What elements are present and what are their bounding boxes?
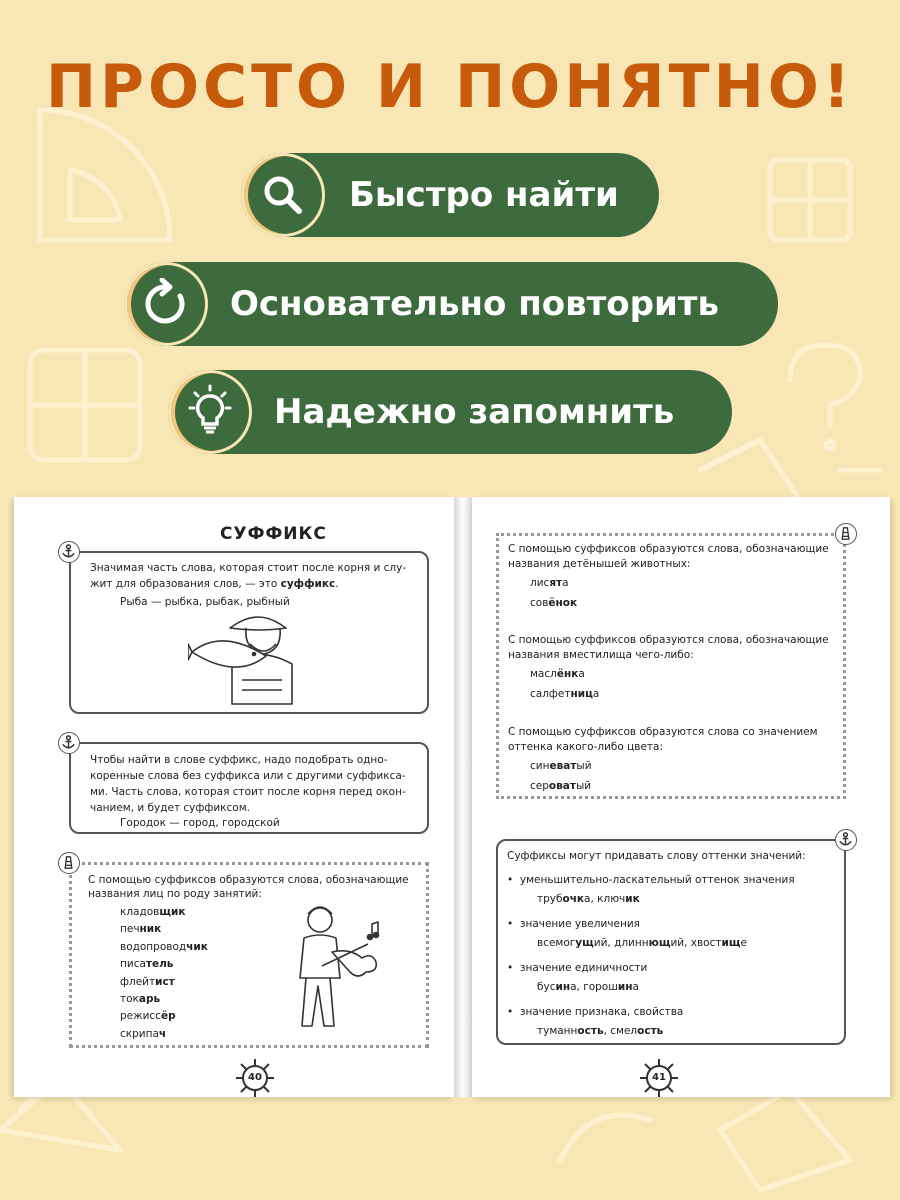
pill-label: Быстро найти bbox=[349, 175, 619, 215]
suffix-highlight: ость bbox=[577, 1025, 604, 1037]
word-row bbox=[120, 921, 161, 938]
word: лисята bbox=[530, 577, 569, 589]
word: , хвостище bbox=[684, 937, 747, 949]
how-to-find-line-2: коренные слова без суффикса или с другими суффикса- bbox=[90, 770, 406, 782]
refresh-icon bbox=[124, 262, 208, 346]
colors-line-1: С помощью суффиксов образуются слова со значением bbox=[508, 726, 818, 738]
suffix-highlight: ник bbox=[139, 923, 162, 936]
definition-example: Рыба — рыбка, рыбак, рыбный bbox=[120, 596, 290, 608]
pill-remember bbox=[168, 370, 732, 454]
example-row bbox=[537, 891, 640, 908]
example-row bbox=[537, 979, 639, 996]
word-row bbox=[530, 575, 569, 592]
page-title: СУФФИКС bbox=[220, 524, 327, 544]
word: кладовщик bbox=[120, 906, 186, 918]
suffix-highlight: ёр bbox=[160, 1010, 176, 1023]
word: водопроводчик bbox=[120, 940, 208, 953]
anchor-icon bbox=[835, 829, 857, 851]
suffix-highlight: ёнк bbox=[556, 668, 579, 680]
bullet-diminutive: • уменьшительно-ласкательный оттенок значения bbox=[507, 874, 795, 886]
word: режиссёр bbox=[120, 1010, 176, 1023]
how-to-find-line-3: ми. Часть слова, которая стоит после корня перед окон- bbox=[90, 786, 406, 798]
page-number-left: 40 bbox=[242, 1065, 268, 1091]
suffix-highlight: ищ bbox=[721, 937, 741, 949]
suffix-highlight: тель bbox=[145, 958, 174, 971]
anchor-icon bbox=[58, 732, 80, 754]
suffix-highlight: арь bbox=[138, 993, 161, 1005]
fisherman-illustration bbox=[188, 610, 300, 706]
lighthouse-icon bbox=[835, 523, 857, 545]
word: токарь bbox=[120, 993, 161, 1005]
suffix-highlight: ющ bbox=[648, 937, 671, 949]
anchor-icon bbox=[58, 541, 80, 563]
word: туманность bbox=[537, 1025, 604, 1037]
animals-line-2: названия детёнышей животных: bbox=[508, 558, 691, 570]
how-to-find-example: Городок — город, городской bbox=[120, 817, 280, 829]
word: скрипач bbox=[120, 1027, 167, 1040]
suffix-highlight: ин bbox=[617, 981, 633, 993]
colors-line-2: оттенка какого-либо цвета: bbox=[508, 741, 664, 753]
pill-repeat bbox=[124, 262, 778, 346]
definition-line-1: Значимая часть слова, которая стоит после корня и слу- bbox=[90, 562, 407, 574]
word: синеватый bbox=[530, 760, 592, 772]
professions-line-2: названия лиц по роду занятий: bbox=[88, 888, 262, 900]
suffix-highlight: ят bbox=[549, 577, 563, 589]
page-number-right: 41 bbox=[646, 1065, 672, 1091]
word-row bbox=[530, 686, 599, 703]
word: всемогущий bbox=[537, 937, 608, 949]
suffix-highlight: ущ bbox=[575, 937, 594, 949]
search-icon bbox=[241, 153, 325, 237]
suffix-highlight: еват bbox=[549, 760, 577, 772]
pill-quick-find bbox=[241, 153, 659, 237]
word: салфетница bbox=[530, 688, 600, 700]
word-row bbox=[120, 1026, 166, 1043]
word-row bbox=[120, 1008, 176, 1025]
example-row bbox=[537, 1023, 663, 1040]
word-row bbox=[120, 956, 173, 973]
suffix-highlight: ч bbox=[158, 1027, 167, 1040]
word: трубочка bbox=[537, 893, 591, 905]
word-row bbox=[120, 904, 185, 921]
lighthouse-icon bbox=[58, 852, 80, 874]
example-row bbox=[537, 935, 747, 952]
word-row bbox=[530, 758, 592, 775]
containers-line-1: С помощью суффиксов образуются слова, обозначающие bbox=[508, 634, 829, 646]
suffix-highlight: очк bbox=[562, 893, 585, 905]
word-row bbox=[120, 974, 175, 991]
word: сероватый bbox=[530, 780, 592, 792]
word: , длиннющий bbox=[607, 937, 685, 949]
suffix-highlight: оват bbox=[548, 780, 576, 792]
containers-line-2: названия вместилища чего-либо: bbox=[508, 649, 694, 661]
word: писатель bbox=[120, 958, 174, 971]
professions-line-1: С помощью суффиксов образуются слова, обозначающие bbox=[88, 874, 409, 886]
word: флейтист bbox=[120, 975, 175, 988]
book-gutter bbox=[454, 497, 472, 1097]
lightbulb-icon bbox=[168, 370, 252, 454]
suffix-highlight: чик bbox=[186, 940, 208, 953]
word-row bbox=[120, 939, 208, 956]
word-row bbox=[530, 666, 585, 683]
word: , горошина bbox=[576, 981, 639, 993]
pill-label: Надежно запомнить bbox=[274, 392, 675, 432]
word-row bbox=[120, 991, 160, 1008]
word: , ключик bbox=[590, 893, 640, 905]
bullet-property: • значение признака, свойства bbox=[507, 1006, 684, 1018]
pill-label: Основательно повторить bbox=[230, 284, 720, 324]
word: маслёнка bbox=[530, 668, 585, 680]
bullet-augmentative: • значение увеличения bbox=[507, 918, 640, 930]
suffix-highlight: ость bbox=[637, 1025, 664, 1037]
word: , смелость bbox=[603, 1025, 664, 1037]
suffix-highlight: щик bbox=[159, 906, 186, 918]
word-row bbox=[530, 778, 591, 795]
headline: ПРОСТО И ПОНЯТНО! bbox=[45, 52, 855, 122]
term-suffix: суффикс bbox=[280, 578, 336, 590]
how-to-find-line-1: Чтобы найти в слове суффикс, надо подобрать одно- bbox=[90, 754, 388, 766]
bullet-singularity: • значение единичности bbox=[507, 962, 648, 974]
word: печник bbox=[120, 923, 162, 936]
suffix-highlight: ин bbox=[555, 981, 571, 993]
meaning-intro: Суффиксы могут придавать слову оттенки значений: bbox=[507, 850, 806, 862]
suffix-highlight: ист bbox=[155, 975, 175, 988]
suffix-highlight: ёнок bbox=[548, 597, 578, 609]
violinist-illustration bbox=[282, 900, 392, 1034]
word: совёнок bbox=[530, 597, 578, 609]
suffix-highlight: ик bbox=[625, 893, 640, 905]
suffix-highlight: ниц bbox=[570, 688, 593, 700]
definition-line-2: жит для образования слов, — это суффикс. bbox=[90, 578, 339, 590]
word-row bbox=[530, 595, 577, 612]
animals-line-1: С помощью суффиксов образуются слова, обозначающие bbox=[508, 543, 829, 555]
word: бусина bbox=[537, 981, 577, 993]
how-to-find-line-4: чанием, и будет суффиксом. bbox=[90, 802, 250, 814]
